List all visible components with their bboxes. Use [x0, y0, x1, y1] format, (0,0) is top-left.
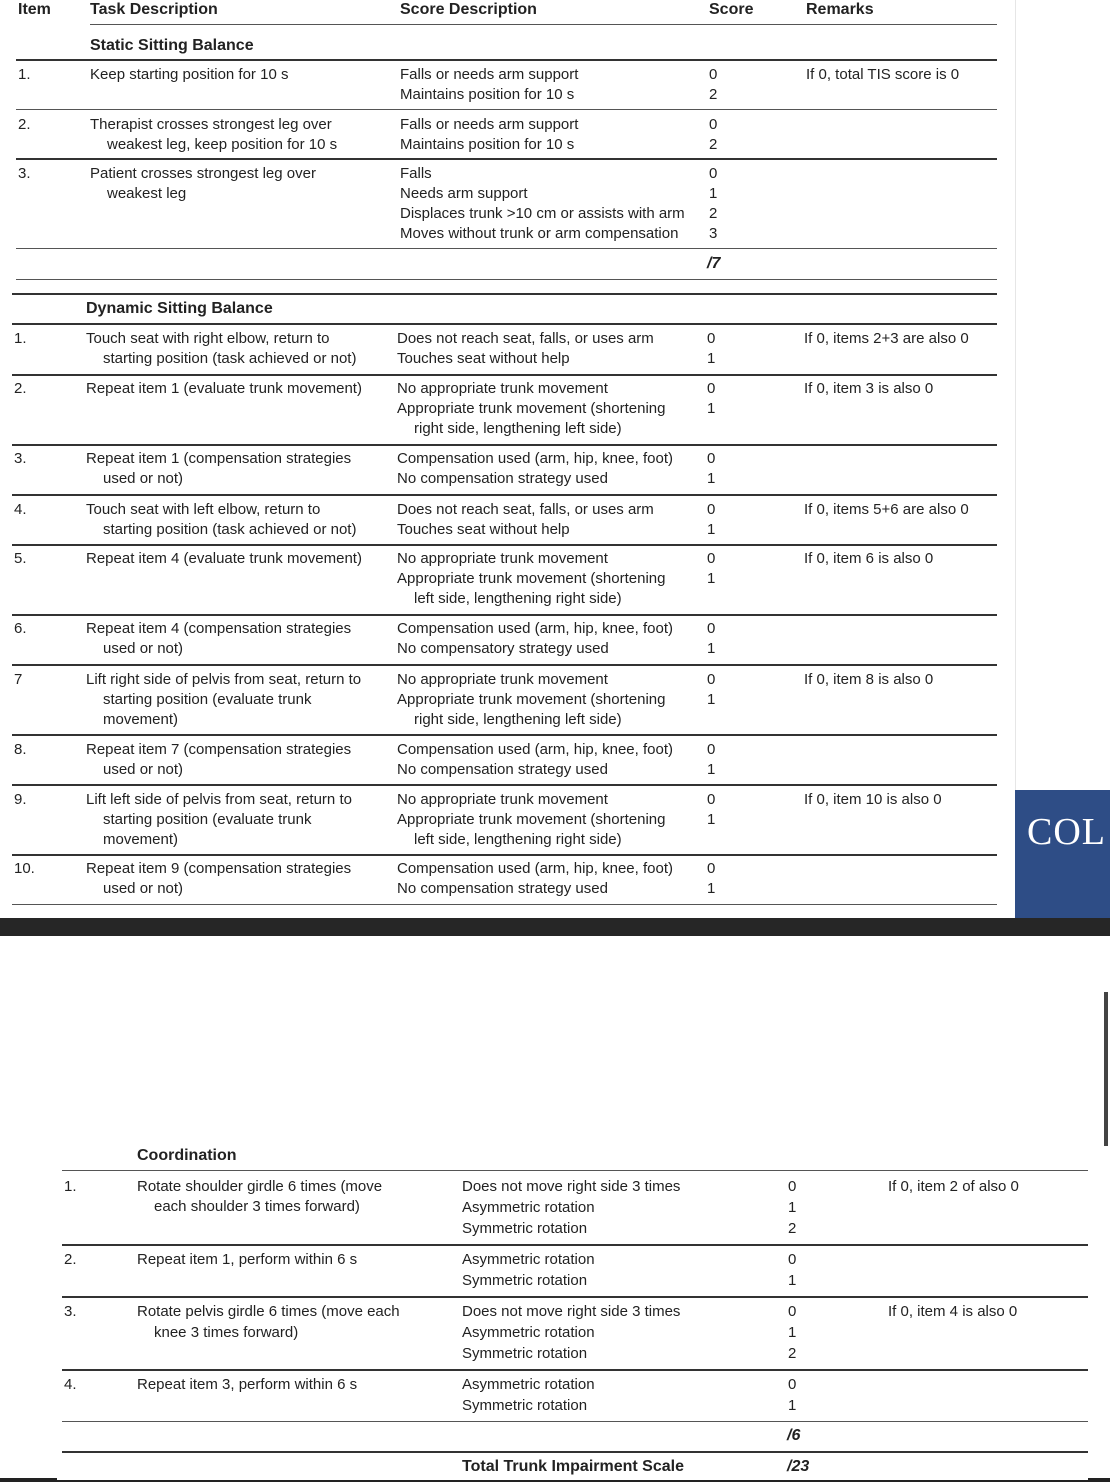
rule: [16, 279, 997, 280]
rule: [12, 444, 997, 446]
task-line: movement): [103, 831, 179, 848]
score-value: 0: [788, 1251, 797, 1268]
remark: If 0, item 10 is also 0: [804, 791, 942, 808]
score-desc-line: Compensation used (arm, hip, knee, foot): [397, 450, 673, 467]
score-desc-line: Falls: [400, 165, 432, 182]
task-line: used or not): [103, 880, 184, 897]
task-line: Repeat item 4 (evaluate trunk movement): [86, 550, 362, 567]
rule: [62, 1170, 1088, 1171]
score-value: 1: [788, 1199, 797, 1216]
task-line: Keep starting position for 10 s: [90, 66, 289, 83]
scrollbar-edge: [1104, 992, 1108, 1146]
rule: [62, 1451, 1088, 1453]
item-number: 1.: [64, 1178, 77, 1195]
score-value: 0: [788, 1178, 797, 1195]
section-title-coordination: Coordination: [137, 1147, 237, 1164]
rule: [12, 293, 997, 295]
rule: [12, 784, 997, 786]
score-desc-line: No appropriate trunk movement: [397, 380, 608, 397]
task-line: Repeat item 1 (evaluate trunk movement): [86, 380, 362, 397]
rule: [16, 158, 997, 160]
header-remarks: Remarks: [806, 1, 874, 18]
item-number: 2.: [14, 380, 27, 397]
score-value: 0: [707, 791, 716, 808]
subtotal-static: /7: [707, 255, 721, 272]
rule: [62, 1369, 1088, 1371]
item-number: 8.: [14, 741, 27, 758]
task-line: Touch seat with left elbow, return to: [86, 501, 321, 518]
score-value: 0: [707, 671, 716, 688]
item-number: 3.: [14, 450, 27, 467]
item-number: 1.: [18, 66, 31, 83]
score-value: 1: [709, 185, 718, 202]
score-value: 1: [707, 470, 716, 487]
task-line: used or not): [103, 640, 184, 657]
score-desc-line: No appropriate trunk movement: [397, 791, 608, 808]
score-value: 1: [788, 1397, 797, 1414]
score-desc-line: Appropriate trunk movement (shortening: [397, 400, 666, 417]
header-task-description: Task Description: [90, 1, 218, 18]
rule: [16, 59, 997, 61]
col-banner: [1015, 790, 1110, 918]
score-desc-line: Moves without trunk or arm compensation: [400, 225, 679, 242]
rule: [12, 544, 997, 546]
item-number: 9.: [14, 791, 27, 808]
task-line: Lift right side of pelvis from seat, return to: [86, 671, 362, 688]
score-desc-line: Symmetric rotation: [462, 1220, 588, 1237]
score-desc-line: Appropriate trunk movement (shortening: [397, 811, 666, 828]
score-desc-line: Asymmetric rotation: [462, 1324, 595, 1341]
score-value: 0: [788, 1303, 797, 1320]
score-desc-line: No compensation strategy used: [397, 761, 608, 778]
score-value: 1: [707, 691, 716, 708]
remark: If 0, items 5+6 are also 0: [804, 501, 969, 518]
header-score-description: Score Description: [400, 1, 537, 18]
score-desc-line: Falls or needs arm support: [400, 66, 579, 83]
score-desc-line: Needs arm support: [400, 185, 528, 202]
panel-divider: [1015, 0, 1016, 918]
score-desc-line: No compensatory strategy used: [397, 640, 609, 657]
task-line: Repeat item 4 (compensation strategies: [86, 620, 352, 637]
score-value: 2: [709, 86, 718, 103]
score-value: 2: [709, 205, 718, 222]
task-line: Repeat item 7 (compensation strategies: [86, 741, 352, 758]
task-line: Repeat item 3, perform within 6 s: [137, 1376, 358, 1393]
task-line: starting position (evaluate trunk: [103, 691, 312, 708]
rule: [12, 904, 997, 905]
rule: [90, 24, 997, 25]
score-desc-line: Maintains position for 10 s: [400, 86, 575, 103]
item-number: 3.: [18, 165, 31, 182]
score-desc-line: left side, lengthening right side): [414, 590, 622, 607]
header-score: Score: [709, 1, 754, 18]
score-desc-line: Compensation used (arm, hip, knee, foot): [397, 860, 673, 877]
score-value: 1: [707, 761, 716, 778]
score-value: 2: [788, 1220, 797, 1237]
score-desc-line: Displaces trunk >10 cm or assists with arm: [400, 205, 685, 222]
rule: [12, 374, 997, 376]
score-value: 1: [707, 400, 716, 417]
score-desc-line: Touches seat without help: [397, 521, 570, 538]
score-value: 0: [788, 1376, 797, 1393]
item-number: 6.: [14, 620, 27, 637]
item-number: 4.: [64, 1376, 77, 1393]
score-desc-line: right side, lengthening left side): [414, 711, 622, 728]
score-desc-line: Appropriate trunk movement (shortening: [397, 691, 666, 708]
score-value: 1: [707, 570, 716, 587]
score-desc-line: Touches seat without help: [397, 350, 570, 367]
score-value: 2: [709, 136, 718, 153]
task-line: movement): [103, 711, 179, 728]
score-desc-line: Compensation used (arm, hip, knee, foot): [397, 741, 673, 758]
score-value: 0: [707, 330, 716, 347]
task-line: starting position (evaluate trunk: [103, 811, 312, 828]
remark: If 0, item 8 is also 0: [804, 671, 934, 688]
task-line: knee 3 times forward): [154, 1324, 299, 1341]
item-number: 2.: [64, 1251, 77, 1268]
rule: [12, 323, 997, 325]
score-desc-line: Asymmetric rotation: [462, 1376, 595, 1393]
score-value: 0: [707, 501, 716, 518]
score-desc-line: Appropriate trunk movement (shortening: [397, 570, 666, 587]
task-line: starting position (task achieved or not): [103, 350, 357, 367]
window-divider-band: [0, 918, 1110, 936]
score-desc-line: Falls or needs arm support: [400, 116, 579, 133]
subtotal-coordination: /6: [787, 1427, 801, 1444]
score-value: 1: [707, 521, 716, 538]
score-desc-line: Does not move right side 3 times: [462, 1178, 681, 1195]
rule: [62, 1244, 1088, 1246]
task-line: weakest leg, keep position for 10 s: [107, 136, 338, 153]
score-desc-line: Asymmetric rotation: [462, 1199, 595, 1216]
remark: If 0, item 6 is also 0: [804, 550, 934, 567]
task-line: Therapist crosses strongest leg over: [90, 116, 332, 133]
col-banner-text: COL: [1027, 811, 1106, 853]
header-item: Item: [18, 1, 51, 18]
score-desc-line: right side, lengthening left side): [414, 420, 622, 437]
item-number: 7: [14, 671, 23, 688]
rule: [12, 664, 997, 666]
score-desc-line: Maintains position for 10 s: [400, 136, 575, 153]
task-line: used or not): [103, 470, 184, 487]
score-desc-line: Compensation used (arm, hip, knee, foot): [397, 620, 673, 637]
item-number: 4.: [14, 501, 27, 518]
remark: If 0, item 4 is also 0: [888, 1303, 1018, 1320]
score-desc-line: Does not reach seat, falls, or uses arm: [397, 501, 654, 518]
score-desc-line: Symmetric rotation: [462, 1272, 588, 1289]
rule: [12, 494, 997, 496]
score-desc-line: No appropriate trunk movement: [397, 550, 608, 567]
score-value: 2: [788, 1345, 797, 1362]
score-desc-line: Does not move right side 3 times: [462, 1303, 681, 1320]
score-value: 1: [707, 811, 716, 828]
score-value: 1: [707, 880, 716, 897]
section-title-static: Static Sitting Balance: [90, 37, 254, 54]
score-value: 1: [788, 1272, 797, 1289]
task-line: starting position (task achieved or not): [103, 521, 357, 538]
total-score: /23: [787, 1458, 810, 1475]
item-number: 2.: [18, 116, 31, 133]
score-desc-line: Symmetric rotation: [462, 1345, 588, 1362]
item-number: 10.: [14, 860, 35, 877]
score-value: 0: [707, 741, 716, 758]
remark: If 0, items 2+3 are also 0: [804, 330, 969, 347]
task-line: Rotate shoulder girdle 6 times (move: [137, 1178, 383, 1195]
task-line: each shoulder 3 times forward): [154, 1198, 360, 1215]
section-title-dynamic: Dynamic Sitting Balance: [86, 300, 273, 317]
rule: [16, 109, 997, 110]
score-value: 0: [707, 380, 716, 397]
score-value: 0: [709, 116, 718, 133]
item-number: 5.: [14, 550, 27, 567]
task-line: used or not): [103, 761, 184, 778]
rule: [12, 614, 997, 616]
task-line: Repeat item 1 (compensation strategies: [86, 450, 352, 467]
task-line: Touch seat with right elbow, return to: [86, 330, 330, 347]
score-value: 0: [707, 450, 716, 467]
score-value: 3: [709, 225, 718, 242]
rule: [12, 854, 997, 856]
score-desc-line: No compensation strategy used: [397, 880, 608, 897]
score-value: 0: [707, 550, 716, 567]
task-line: Repeat item 1, perform within 6 s: [137, 1251, 358, 1268]
rule: [16, 248, 997, 249]
score-value: 0: [709, 165, 718, 182]
rule: [62, 1421, 1088, 1422]
score-value: 0: [707, 620, 716, 637]
score-desc-line: left side, lengthening right side): [414, 831, 622, 848]
score-value: 0: [709, 66, 718, 83]
item-number: 1.: [14, 330, 27, 347]
score-desc-line: No appropriate trunk movement: [397, 671, 608, 688]
total-label: Total Trunk Impairment Scale: [462, 1458, 684, 1475]
item-number: 3.: [64, 1303, 77, 1320]
remark: If 0, item 2 of also 0: [888, 1178, 1019, 1195]
score-desc-line: Symmetric rotation: [462, 1397, 588, 1414]
task-line: Repeat item 9 (compensation strategies: [86, 860, 352, 877]
score-value: 1: [707, 640, 716, 657]
score-desc-line: Asymmetric rotation: [462, 1251, 595, 1268]
task-line: Patient crosses strongest leg over: [90, 165, 316, 182]
task-line: Lift left side of pelvis from seat, return to: [86, 791, 352, 808]
score-desc-line: No compensation strategy used: [397, 470, 608, 487]
score-value: 1: [707, 350, 716, 367]
task-line: Rotate pelvis girdle 6 times (move each: [137, 1303, 400, 1320]
score-desc-line: Does not reach seat, falls, or uses arm: [397, 330, 654, 347]
task-line: weakest leg: [107, 185, 187, 202]
score-value: 1: [788, 1324, 797, 1341]
remark: If 0, total TIS score is 0: [806, 66, 960, 83]
rule: [12, 734, 997, 736]
remark: If 0, item 3 is also 0: [804, 380, 934, 397]
score-value: 0: [707, 860, 716, 877]
rule: [62, 1296, 1088, 1298]
